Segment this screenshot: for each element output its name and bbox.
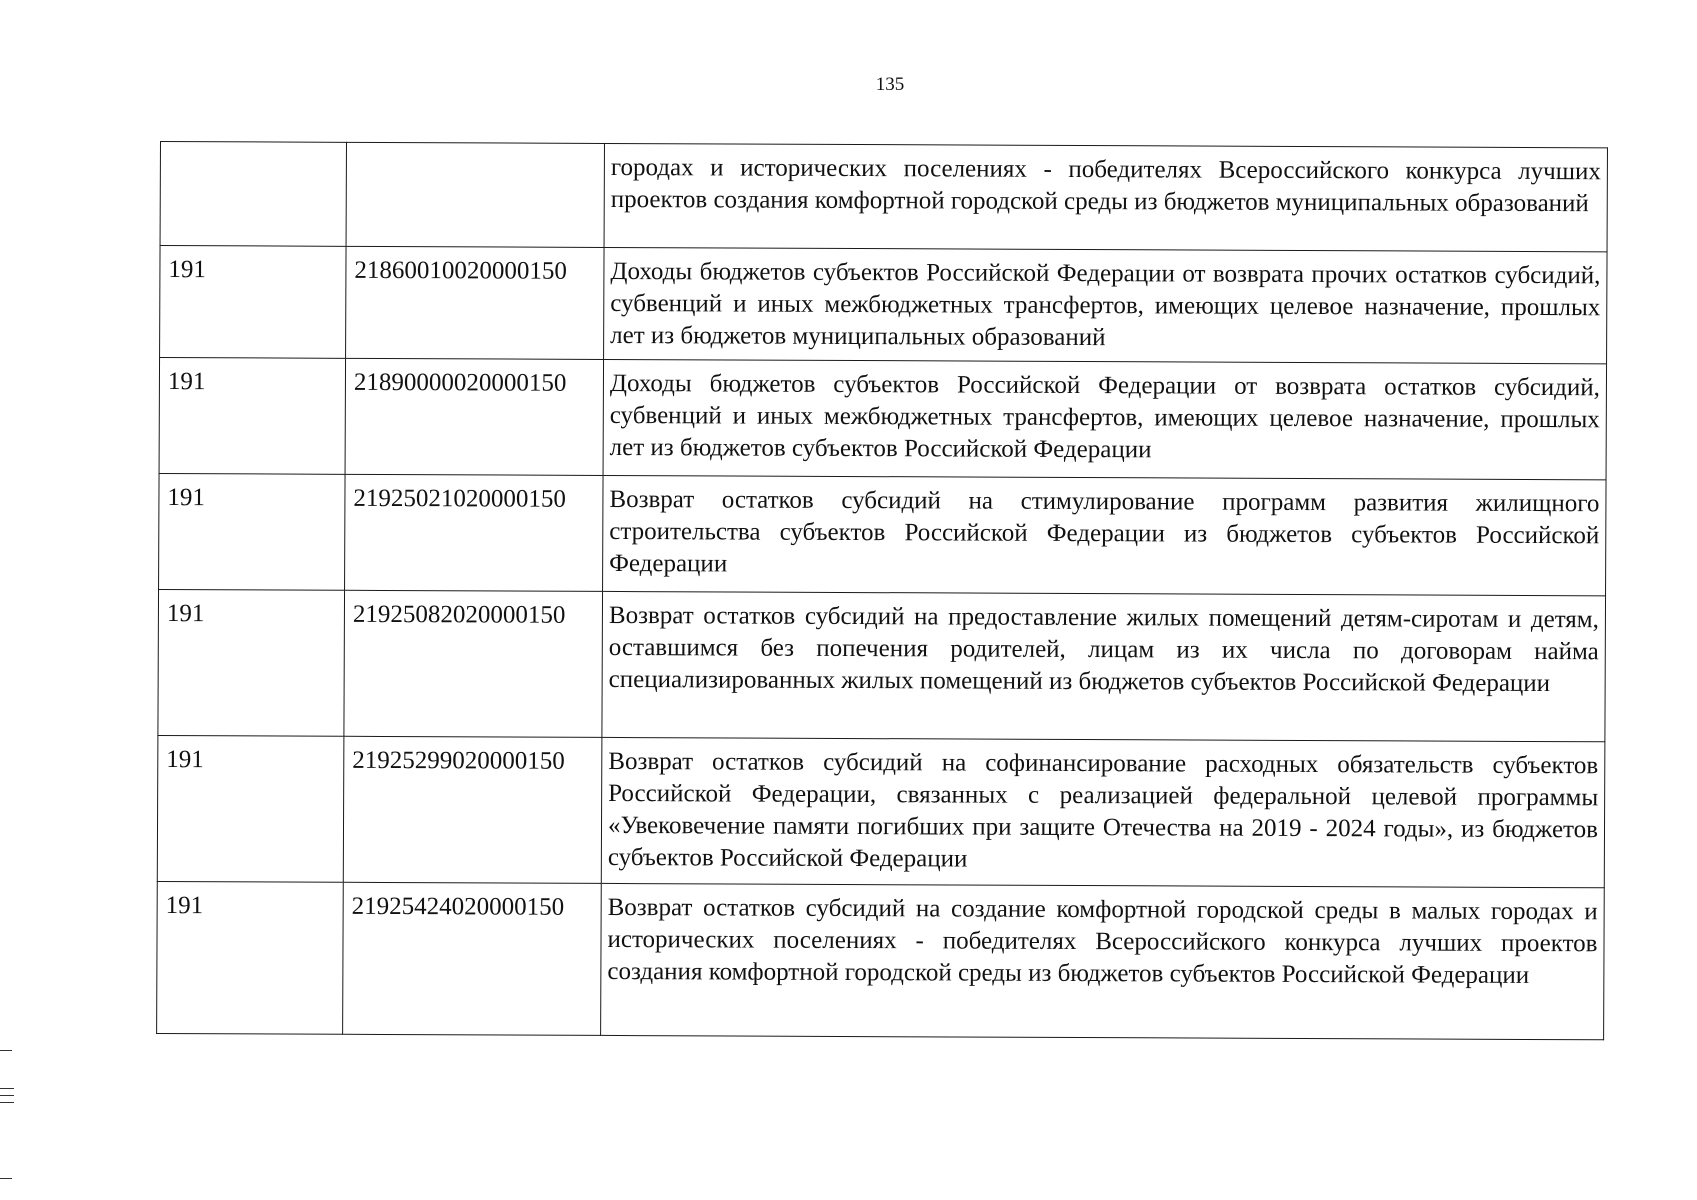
admin-code-cell: 191	[157, 881, 344, 1034]
description-cell: Возврат остатков субсидий на стимулирование программ развития жилищного строительства субъектов Российской Федерации из бюджетов субъектов Российской Федерации	[603, 475, 1606, 595]
table-row	[159, 473, 1606, 595]
admin-code-cell: 191	[160, 246, 346, 359]
admin-code-cell: 191	[158, 589, 345, 736]
table-row	[160, 142, 1607, 252]
admin-code-cell: 191	[157, 735, 344, 882]
description-cell: городах и исторических поселениях - победителях Всероссийского конкурса лучших проектов создания комфортной городской среды из бюджетов муниципальных образований	[604, 143, 1607, 251]
admin-code-cell: 191	[159, 473, 346, 590]
admin-code-cell	[160, 142, 346, 247]
table-row	[158, 589, 1606, 741]
description-cell: Доходы бюджетов субъектов Российской Федерации от возврата прочих остатков субсидий, субвенций и иных межбюджетных трансфертов, имеющих целевое назначение, прошлых лет из бюджетов муниципальных образований	[604, 247, 1607, 363]
margin-tick	[0, 1088, 14, 1089]
table-row	[157, 735, 1605, 887]
admin-code-cell: 191	[159, 358, 346, 475]
description-cell: Возврат остатков субсидий на софинансирование расходных обязательств субъектов Российской Федерации, связанных с реализацией федеральной целевой программы «Увековечение памяти погибших при защите Отечества на 2019 - 2024 годы», из бюджетов субъектов Российской Федерации	[601, 737, 1605, 887]
table-row	[159, 358, 1606, 480]
budget-code-cell	[346, 142, 604, 247]
margin-tick	[0, 1102, 14, 1103]
page-number: 135	[875, 74, 905, 95]
budget-code-cell: 21925299020000150	[343, 736, 602, 883]
description-cell: Доходы бюджетов субъектов Российской Федерации от возврата остатков субсидий, субвенций и иных межбюджетных трансфертов, имеющих целевое назначение, прошлых лет из бюджетов субъектов Российской Федерации	[603, 359, 1606, 479]
budget-code-cell: 21925021020000150	[345, 474, 604, 591]
margin-tick	[0, 1095, 14, 1096]
margin-tick	[0, 1178, 12, 1179]
budget-code-cell: 21925082020000150	[344, 590, 603, 737]
margin-tick	[0, 1050, 12, 1051]
description-cell: Возврат остатков субсидий на создание комфортной городской среды в малых городах и исторических поселениях - победителях Всероссийского конкурса лучших проектов создания комфортной городской среды из бюджетов субъектов Российской Федерации	[601, 883, 1605, 1039]
budget-code-cell: 21860010020000150	[346, 246, 604, 359]
budget-codes-table	[156, 141, 1608, 1040]
table-row	[157, 881, 1605, 1039]
description-cell: Возврат остатков субсидий на предоставление жилых помещений детям-сиротам и детям, оставшимся без попечения родителей, лицам из их числа по договорам найма специализированных жилых помещений из бюджетов субъектов Российской Федерации	[602, 591, 1606, 741]
budget-code-cell: 21890000020000150	[345, 358, 604, 475]
budget-code-cell: 21925424020000150	[343, 882, 602, 1035]
table-row	[160, 246, 1607, 364]
